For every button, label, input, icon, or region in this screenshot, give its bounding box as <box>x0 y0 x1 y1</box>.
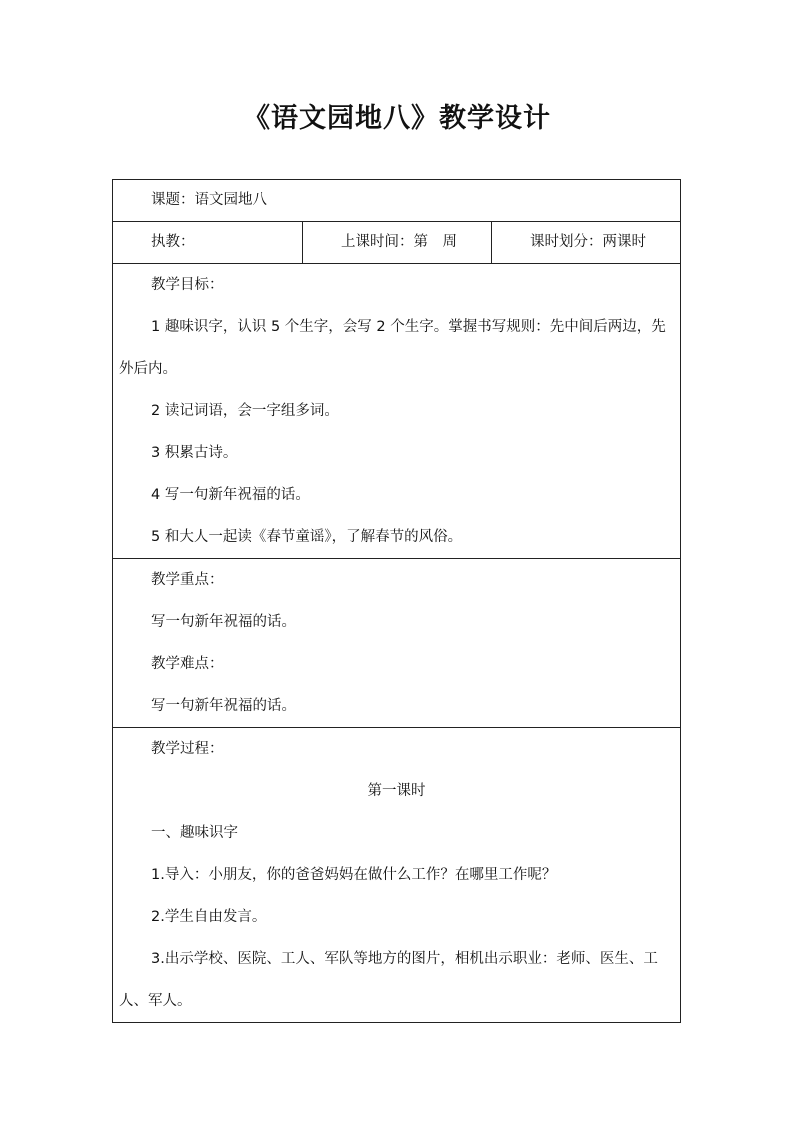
objective-item-1: 1 趣味识字，认识 5 个生字，会写 2 个生字。掌握书写规则：先中间后两边，先外后内。 <box>119 319 666 377</box>
objective-item-2: 2 读记词语，会一字组多词。 <box>151 403 339 419</box>
objective-item-4: 4 写一句新年祝福的话。 <box>151 487 310 503</box>
key-points-row <box>113 559 681 728</box>
difficult-points-text: 写一句新年祝福的话。 <box>151 698 296 714</box>
objectives-row <box>113 264 681 559</box>
difficult-points-heading: 教学难点： <box>151 656 224 672</box>
class-time: 上课时间：第 周 <box>341 234 457 250</box>
topic-row <box>113 180 681 222</box>
teacher-label: 执教： <box>151 234 195 250</box>
process-step-2: 2.学生自由发言。 <box>151 909 267 925</box>
objective-item-5: 5 和大人一起读《春节童谣》，了解春节的风俗。 <box>151 529 463 545</box>
key-points-text: 写一句新年祝福的话。 <box>151 614 296 630</box>
section-title: 一、趣味识字 <box>151 825 238 841</box>
lesson-topic: 课题：语文园地八 <box>151 192 267 208</box>
process-row <box>113 728 681 1023</box>
info-row <box>113 222 681 264</box>
process-heading: 教学过程： <box>151 741 224 757</box>
process-step-1: 1.导入：小朋友，你的爸爸妈妈在做什么工作？在哪里工作呢？ <box>151 867 557 883</box>
period-division: 课时划分：两课时 <box>530 234 646 250</box>
lesson-plan-table <box>112 179 681 1023</box>
document-title: 《语文园地八》教学设计 <box>243 103 551 134</box>
objective-item-3: 3 积累古诗。 <box>151 445 238 461</box>
objectives-heading: 教学目标： <box>151 277 224 293</box>
process-step-3: 3.出示学校、医院、工人、军队等地方的图片，相机出示职业：老师、医生、工人、军人。 <box>119 951 658 1009</box>
key-points-heading: 教学重点： <box>151 572 224 588</box>
period-title: 第一课时 <box>367 783 426 799</box>
